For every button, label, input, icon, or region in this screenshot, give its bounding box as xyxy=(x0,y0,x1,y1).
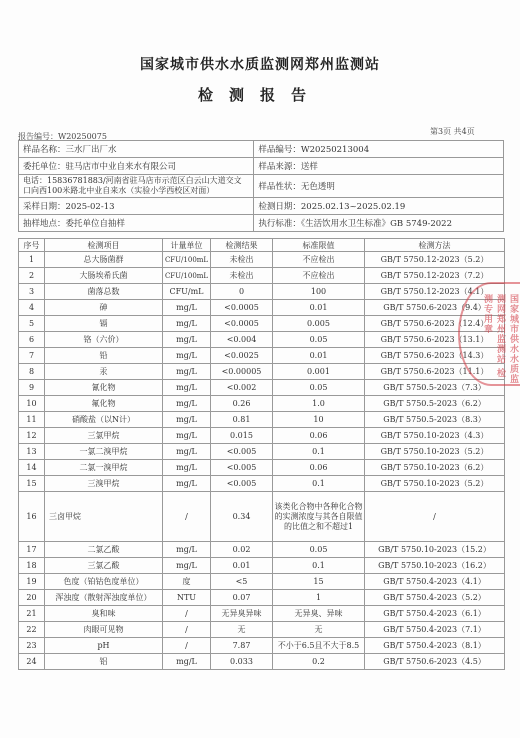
cell-limit: 10 xyxy=(273,412,365,428)
cell-index: 24 xyxy=(19,654,45,670)
client-unit: 委托单位：驻马店市中业自来水有限公司 xyxy=(19,158,254,175)
cell-item: 肉眼可见物 xyxy=(45,622,163,638)
cell-limit: 该类化合物中各种化合物的实测浓度与其各自限值的比值之和不超过1 xyxy=(273,492,365,542)
cell-unit: mg/L xyxy=(163,412,211,428)
cell-unit: NTU xyxy=(163,590,211,606)
table-row xyxy=(19,558,505,574)
page-title: 国家城市供水水质监测网郑州监测站 xyxy=(140,57,380,73)
cell-limit: 0.06 xyxy=(273,428,365,444)
table-row xyxy=(19,252,505,268)
table-row xyxy=(19,622,505,638)
cell-unit: mg/L xyxy=(163,380,211,396)
cell-method: GB/T 5750.4-2023（7.1） xyxy=(365,622,505,638)
cell-result: 0.34 xyxy=(211,492,273,542)
cell-item: 氰化物 xyxy=(45,380,163,396)
table-row xyxy=(19,606,505,622)
col-header-method: 检测方法 xyxy=(365,239,505,252)
cell-unit: / xyxy=(163,622,211,638)
cell-result: 0.02 xyxy=(211,542,273,558)
cell-limit: 1.0 xyxy=(273,396,365,412)
cell-method: GB/T 5750.6-2023（4.5） xyxy=(365,654,505,670)
cell-index: 11 xyxy=(19,412,45,428)
cell-item: 三氯乙酸 xyxy=(45,558,163,574)
cell-limit: 100 xyxy=(273,284,365,300)
cell-unit: / xyxy=(163,638,211,654)
cell-item: 镉 xyxy=(45,316,163,332)
cell-unit: mg/L xyxy=(163,348,211,364)
cell-method: GB/T 5750.4-2023（4.1） xyxy=(365,574,505,590)
sample-name: 样品名称：三水厂出厂水 xyxy=(19,141,254,158)
cell-index: 20 xyxy=(19,590,45,606)
cell-method: GB/T 5750.4-2023（8.1） xyxy=(365,638,505,654)
cell-result: <0.0025 xyxy=(211,348,273,364)
cell-item: 三氯甲烷 xyxy=(45,428,163,444)
client-address: 电话：15836781883/河南省驻马店市示范区白云山大道交文口向西100米路北中业自来水（实验小学西校区对面） xyxy=(19,175,254,198)
cell-result: <0.005 xyxy=(211,444,273,460)
cell-index: 4 xyxy=(19,300,45,316)
test-date: 检测日期：2025.02.13~2025.02.19 xyxy=(254,198,504,215)
execution-standard: 执行标准：《生活饮用水卫生标准》GB 5749-2022 xyxy=(254,215,504,232)
cell-item: 汞 xyxy=(45,364,163,380)
cell-limit: 0.05 xyxy=(273,542,365,558)
cell-result: 0.01 xyxy=(211,558,273,574)
cell-index: 1 xyxy=(19,252,45,268)
cell-item: 二氯一溴甲烷 xyxy=(45,460,163,476)
cell-result: 未检出 xyxy=(211,252,273,268)
cell-index: 10 xyxy=(19,396,45,412)
cell-unit: mg/L xyxy=(163,460,211,476)
cell-unit: mg/L xyxy=(163,476,211,492)
cell-item: 氟化物 xyxy=(45,396,163,412)
cell-method: GB/T 5750.6-2023（9.4） xyxy=(365,300,505,316)
cell-item: 菌落总数 xyxy=(45,284,163,300)
cell-index: 5 xyxy=(19,316,45,332)
results-table xyxy=(18,238,505,670)
cell-limit: 0.005 xyxy=(273,316,365,332)
cell-item: 三卤甲烷 xyxy=(45,492,163,542)
cell-result: <5 xyxy=(211,574,273,590)
cell-index: 22 xyxy=(19,622,45,638)
cell-limit: 无异臭、异味 xyxy=(273,606,365,622)
cell-method: GB/T 5750.6-2023（11.1） xyxy=(365,364,505,380)
cell-unit: mg/L xyxy=(163,364,211,380)
cell-unit: mg/L xyxy=(163,444,211,460)
col-header-item: 检测项目 xyxy=(45,239,163,252)
cell-method: GB/T 5750.12-2023（5.2） xyxy=(365,252,505,268)
sample-info-table xyxy=(18,140,504,232)
cell-method: / xyxy=(365,492,505,542)
cell-item: 臭和味 xyxy=(45,606,163,622)
cell-method: GB/T 5750.12-2023（7.2） xyxy=(365,268,505,284)
table-row xyxy=(19,460,505,476)
cell-item: 一氯二溴甲烷 xyxy=(45,444,163,460)
cell-index: 6 xyxy=(19,332,45,348)
cell-limit: 不应检出 xyxy=(273,268,365,284)
table-row xyxy=(19,412,505,428)
col-header-result: 检测结果 xyxy=(211,239,273,252)
cell-unit: mg/L xyxy=(163,542,211,558)
table-row xyxy=(19,476,505,492)
official-seal xyxy=(458,282,520,386)
cell-method: GB/T 5750.5-2023（6.2） xyxy=(365,396,505,412)
cell-index: 8 xyxy=(19,364,45,380)
table-row xyxy=(19,574,505,590)
cell-index: 7 xyxy=(19,348,45,364)
cell-index: 16 xyxy=(19,492,45,542)
cell-result: 7.87 xyxy=(211,638,273,654)
cell-result: <0.0005 xyxy=(211,300,273,316)
cell-limit: 0.05 xyxy=(273,332,365,348)
col-header-index: 序号 xyxy=(19,239,45,252)
cell-result: 无 xyxy=(211,622,273,638)
cell-item: 铬（六价） xyxy=(45,332,163,348)
cell-unit: / xyxy=(163,606,211,622)
cell-item: 大肠埃希氏菌 xyxy=(45,268,163,284)
table-row xyxy=(19,348,505,364)
cell-result: 0.07 xyxy=(211,590,273,606)
table-row xyxy=(19,268,505,284)
table-row xyxy=(19,396,505,412)
cell-result: 无异臭异味 xyxy=(211,606,273,622)
cell-limit: 0.001 xyxy=(273,364,365,380)
cell-limit: 0.06 xyxy=(273,460,365,476)
cell-result: <0.005 xyxy=(211,460,273,476)
cell-limit: 0.1 xyxy=(273,476,365,492)
report-subtitle: 检测报告 xyxy=(197,86,322,104)
cell-limit: 0.1 xyxy=(273,558,365,574)
cell-limit: 0.05 xyxy=(273,380,365,396)
cell-method: GB/T 5750.10-2023（5.2） xyxy=(365,476,505,492)
cell-result: 0.26 xyxy=(211,396,273,412)
cell-unit: mg/L xyxy=(163,558,211,574)
table-row xyxy=(19,492,505,542)
cell-method: GB/T 5750.10-2023（16.2） xyxy=(365,558,505,574)
page-number: 第3页 共4页 xyxy=(430,127,475,136)
cell-method: GB/T 5750.5-2023（8.3） xyxy=(365,412,505,428)
cell-method: GB/T 5750.4-2023（5.2） xyxy=(365,590,505,606)
cell-result: <0.0005 xyxy=(211,316,273,332)
cell-limit: 无 xyxy=(273,622,365,638)
cell-limit: 0.01 xyxy=(273,300,365,316)
cell-item: 色度（铂钴色度单位） xyxy=(45,574,163,590)
cell-index: 23 xyxy=(19,638,45,654)
cell-unit: CFU/mL xyxy=(163,284,211,300)
cell-limit: 0.2 xyxy=(273,654,365,670)
cell-unit: CFU/100mL xyxy=(163,252,211,268)
cell-method: GB/T 5750.6-2023（12.4） xyxy=(365,316,505,332)
table-row xyxy=(19,364,505,380)
cell-unit: mg/L xyxy=(163,332,211,348)
table-row xyxy=(19,654,505,670)
cell-method: GB/T 5750.6-2023（13.1） xyxy=(365,332,505,348)
cell-index: 15 xyxy=(19,476,45,492)
cell-index: 12 xyxy=(19,428,45,444)
cell-result: 未检出 xyxy=(211,268,273,284)
table-row xyxy=(19,316,505,332)
cell-limit: 0.1 xyxy=(273,444,365,460)
cell-method: GB/T 5750.10-2023（4.3） xyxy=(365,428,505,444)
cell-item: 铝 xyxy=(45,654,163,670)
cell-item: 三溴甲烷 xyxy=(45,476,163,492)
cell-method: GB/T 5750.12-2023（4.1） xyxy=(365,284,505,300)
cell-index: 18 xyxy=(19,558,45,574)
table-row xyxy=(19,332,505,348)
cell-result: <0.002 xyxy=(211,380,273,396)
cell-unit: mg/L xyxy=(163,300,211,316)
cell-method: GB/T 5750.6-2023（14.3） xyxy=(365,348,505,364)
cell-index: 14 xyxy=(19,460,45,476)
cell-limit: 0.01 xyxy=(273,348,365,364)
col-header-unit: 计量单位 xyxy=(163,239,211,252)
col-header-limit: 标准限值 xyxy=(273,239,365,252)
cell-item: 二氯乙酸 xyxy=(45,542,163,558)
cell-method: GB/T 5750.10-2023（5.2） xyxy=(365,444,505,460)
cell-unit: mg/L xyxy=(163,316,211,332)
cell-limit: 1 xyxy=(273,590,365,606)
table-row xyxy=(19,300,505,316)
cell-index: 21 xyxy=(19,606,45,622)
cell-item: 铅 xyxy=(45,348,163,364)
table-row xyxy=(19,444,505,460)
cell-method: GB/T 5750.10-2023（15.2） xyxy=(365,542,505,558)
sample-properties: 样品性状：无色透明 xyxy=(254,175,504,198)
table-row xyxy=(19,590,505,606)
cell-index: 17 xyxy=(19,542,45,558)
sample-number: 样品编号：W20250213004 xyxy=(254,141,504,158)
table-row xyxy=(19,380,505,396)
cell-unit: mg/L xyxy=(163,654,211,670)
cell-result: 0.81 xyxy=(211,412,273,428)
cell-index: 13 xyxy=(19,444,45,460)
cell-result: 0.015 xyxy=(211,428,273,444)
cell-index: 19 xyxy=(19,574,45,590)
cell-method: GB/T 5750.4-2023（6.1） xyxy=(365,606,505,622)
sampling-date: 采样日期：2025-02-13 xyxy=(19,198,254,215)
cell-result: <0.00005 xyxy=(211,364,273,380)
table-row xyxy=(19,542,505,558)
sample-source: 样品来源：送样 xyxy=(254,158,504,175)
report-number: 报告编号：W20250075 xyxy=(18,132,107,141)
cell-index: 9 xyxy=(19,380,45,396)
cell-result: 0 xyxy=(211,284,273,300)
results-body xyxy=(19,252,505,670)
cell-item: 浑浊度（散射浑浊度单位） xyxy=(45,590,163,606)
cell-index: 3 xyxy=(19,284,45,300)
cell-method: GB/T 5750.5-2023（7.3） xyxy=(365,380,505,396)
cell-item: pH xyxy=(45,638,163,654)
cell-limit: 15 xyxy=(273,574,365,590)
cell-limit: 不小于6.5且不大于8.5 xyxy=(273,638,365,654)
cell-result: <0.005 xyxy=(211,476,273,492)
cell-unit: / xyxy=(163,492,211,542)
cell-method: GB/T 5750.10-2023（6.2） xyxy=(365,460,505,476)
cell-item: 总大肠菌群 xyxy=(45,252,163,268)
cell-limit: 不应检出 xyxy=(273,252,365,268)
cell-unit: mg/L xyxy=(163,428,211,444)
cell-result: 0.033 xyxy=(211,654,273,670)
cell-result: <0.004 xyxy=(211,332,273,348)
cell-item: 硝酸盐（以N计） xyxy=(45,412,163,428)
sampling-place: 抽样地点：委托单位自抽样 xyxy=(19,215,254,232)
cell-unit: mg/L xyxy=(163,396,211,412)
table-row xyxy=(19,284,505,300)
seal-text: 国家城市供水水质监测网郑州监测站 检测专用章 xyxy=(482,294,518,384)
cell-item: 砷 xyxy=(45,300,163,316)
cell-unit: 度 xyxy=(163,574,211,590)
cell-unit: CFU/100mL xyxy=(163,268,211,284)
cell-index: 2 xyxy=(19,268,45,284)
table-row xyxy=(19,428,505,444)
table-row xyxy=(19,638,505,654)
